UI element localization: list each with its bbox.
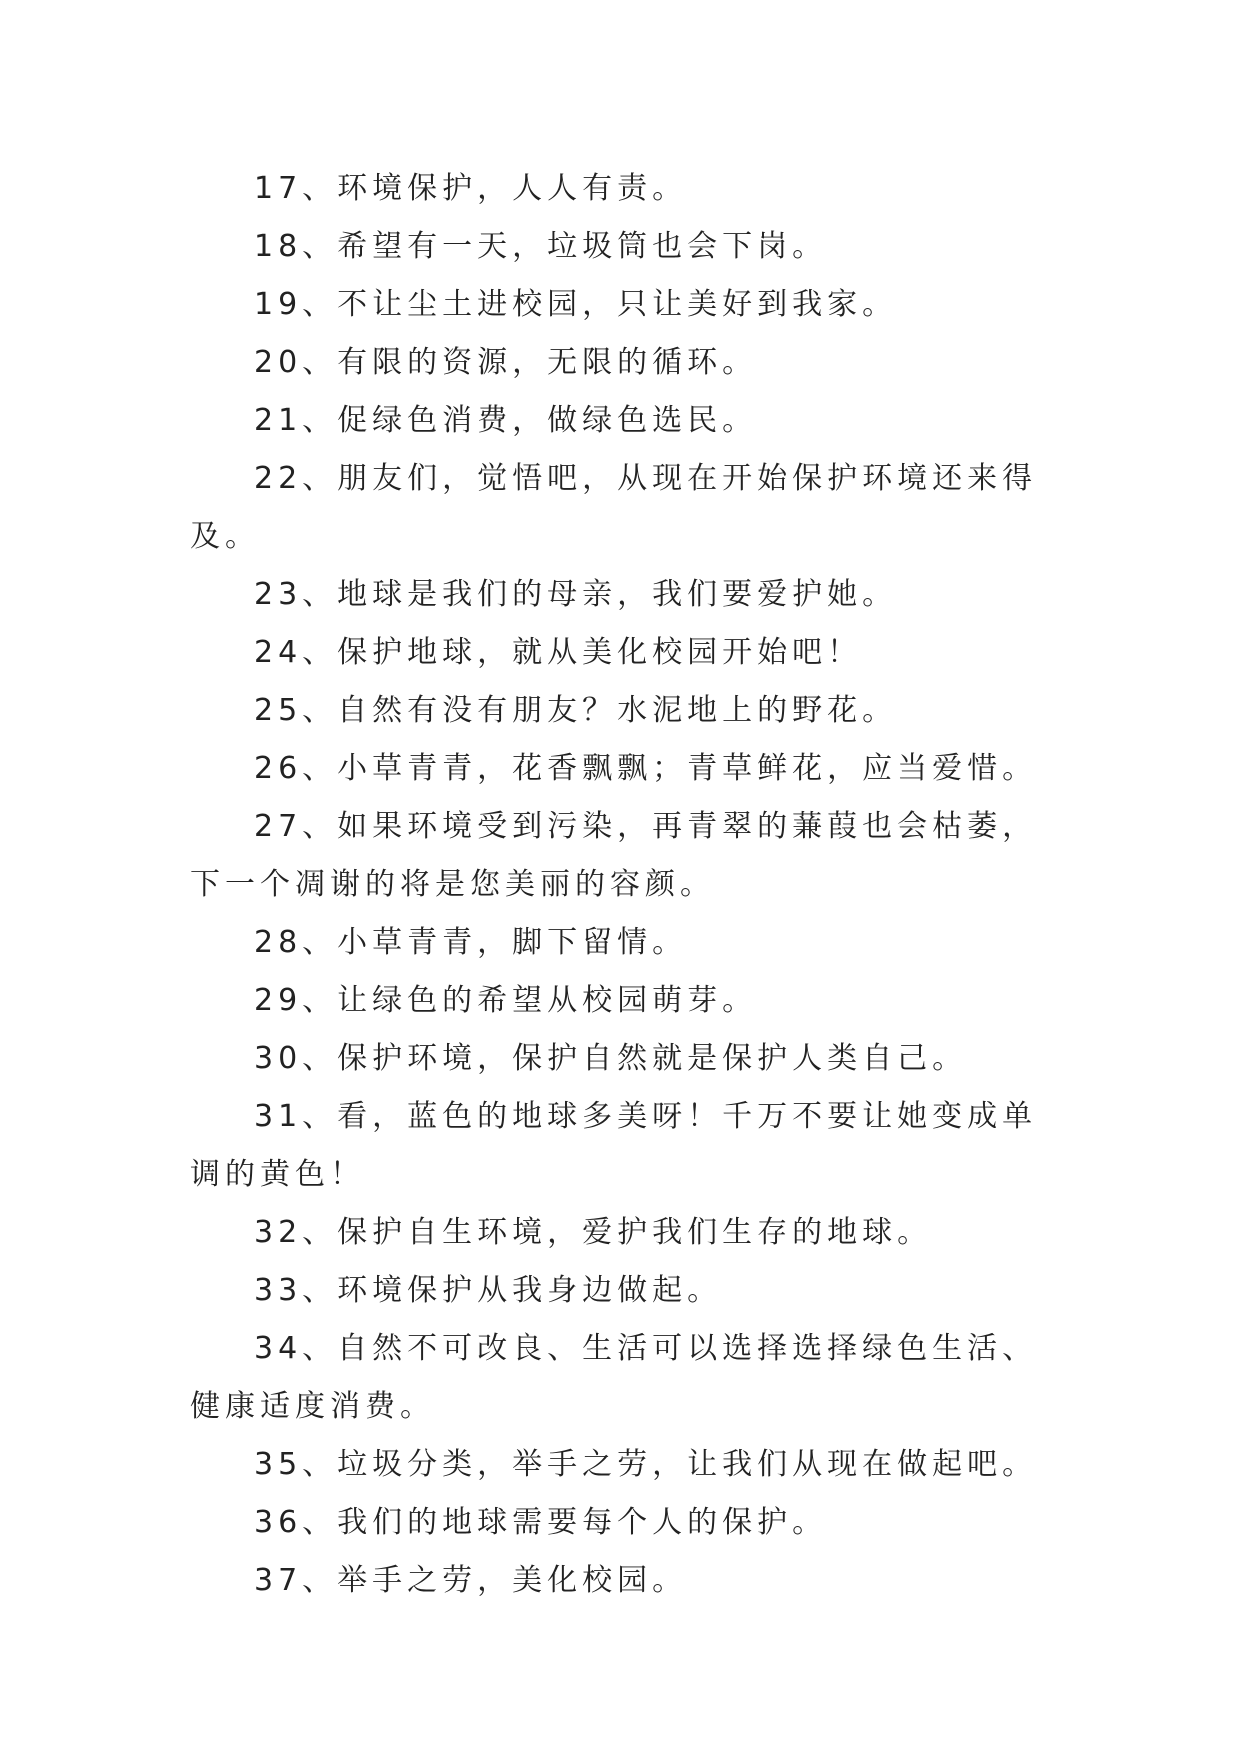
slogan-paragraph: 18、希望有一天，垃圾筒也会下岗。	[254, 229, 828, 264]
slogan-paragraph: 29、让绿色的希望从校园萌芽。	[254, 983, 758, 1018]
slogan-paragraph: 35、垃圾分类，举手之劳，让我们从现在做起吧。	[254, 1447, 1038, 1482]
slogan-paragraph: 32、保护自生环境，爱护我们生存的地球。	[254, 1215, 933, 1250]
slogan-paragraph: 22、朋友们，觉悟吧，从现在开始保护环境还来得及。	[190, 461, 1038, 554]
slogan-paragraph: 25、自然有没有朋友？水泥地上的野花。	[254, 693, 898, 728]
slogan-paragraph: 24、保护地球，就从美化校园开始吧！	[254, 635, 863, 670]
slogan-paragraph: 20、有限的资源，无限的循环。	[254, 345, 758, 380]
slogan-paragraph: 27、如果环境受到污染，再青翠的蒹葭也会枯萎，下一个凋谢的将是您美丽的容颜。	[190, 809, 1038, 902]
slogan-paragraph: 21、促绿色消费，做绿色选民。	[254, 403, 758, 438]
slogan-paragraph: 23、地球是我们的母亲，我们要爱护她。	[254, 577, 898, 612]
slogan-paragraph: 33、环境保护从我身边做起。	[254, 1273, 723, 1308]
slogan-paragraph: 31、看，蓝色的地球多美呀！千万不要让她变成单调的黄色！	[190, 1099, 1038, 1192]
slogan-paragraph: 17、环境保护，人人有责。	[254, 171, 688, 206]
slogan-paragraph: 26、小草青青，花香飘飘；青草鲜花，应当爱惜。	[254, 751, 1038, 786]
slogan-paragraph: 30、保护环境，保护自然就是保护人类自己。	[254, 1041, 968, 1076]
slogan-paragraph: 34、自然不可改良、生活可以选择选择绿色生活、健康适度消费。	[190, 1331, 1038, 1424]
slogan-paragraph: 36、我们的地球需要每个人的保护。	[254, 1505, 828, 1540]
slogan-paragraph: 19、不让尘土进校园，只让美好到我家。	[254, 287, 898, 322]
document-body	[190, 160, 1070, 1610]
slogan-paragraph: 28、小草青青，脚下留情。	[254, 925, 688, 960]
slogan-paragraph: 37、举手之劳，美化校园。	[254, 1563, 688, 1598]
